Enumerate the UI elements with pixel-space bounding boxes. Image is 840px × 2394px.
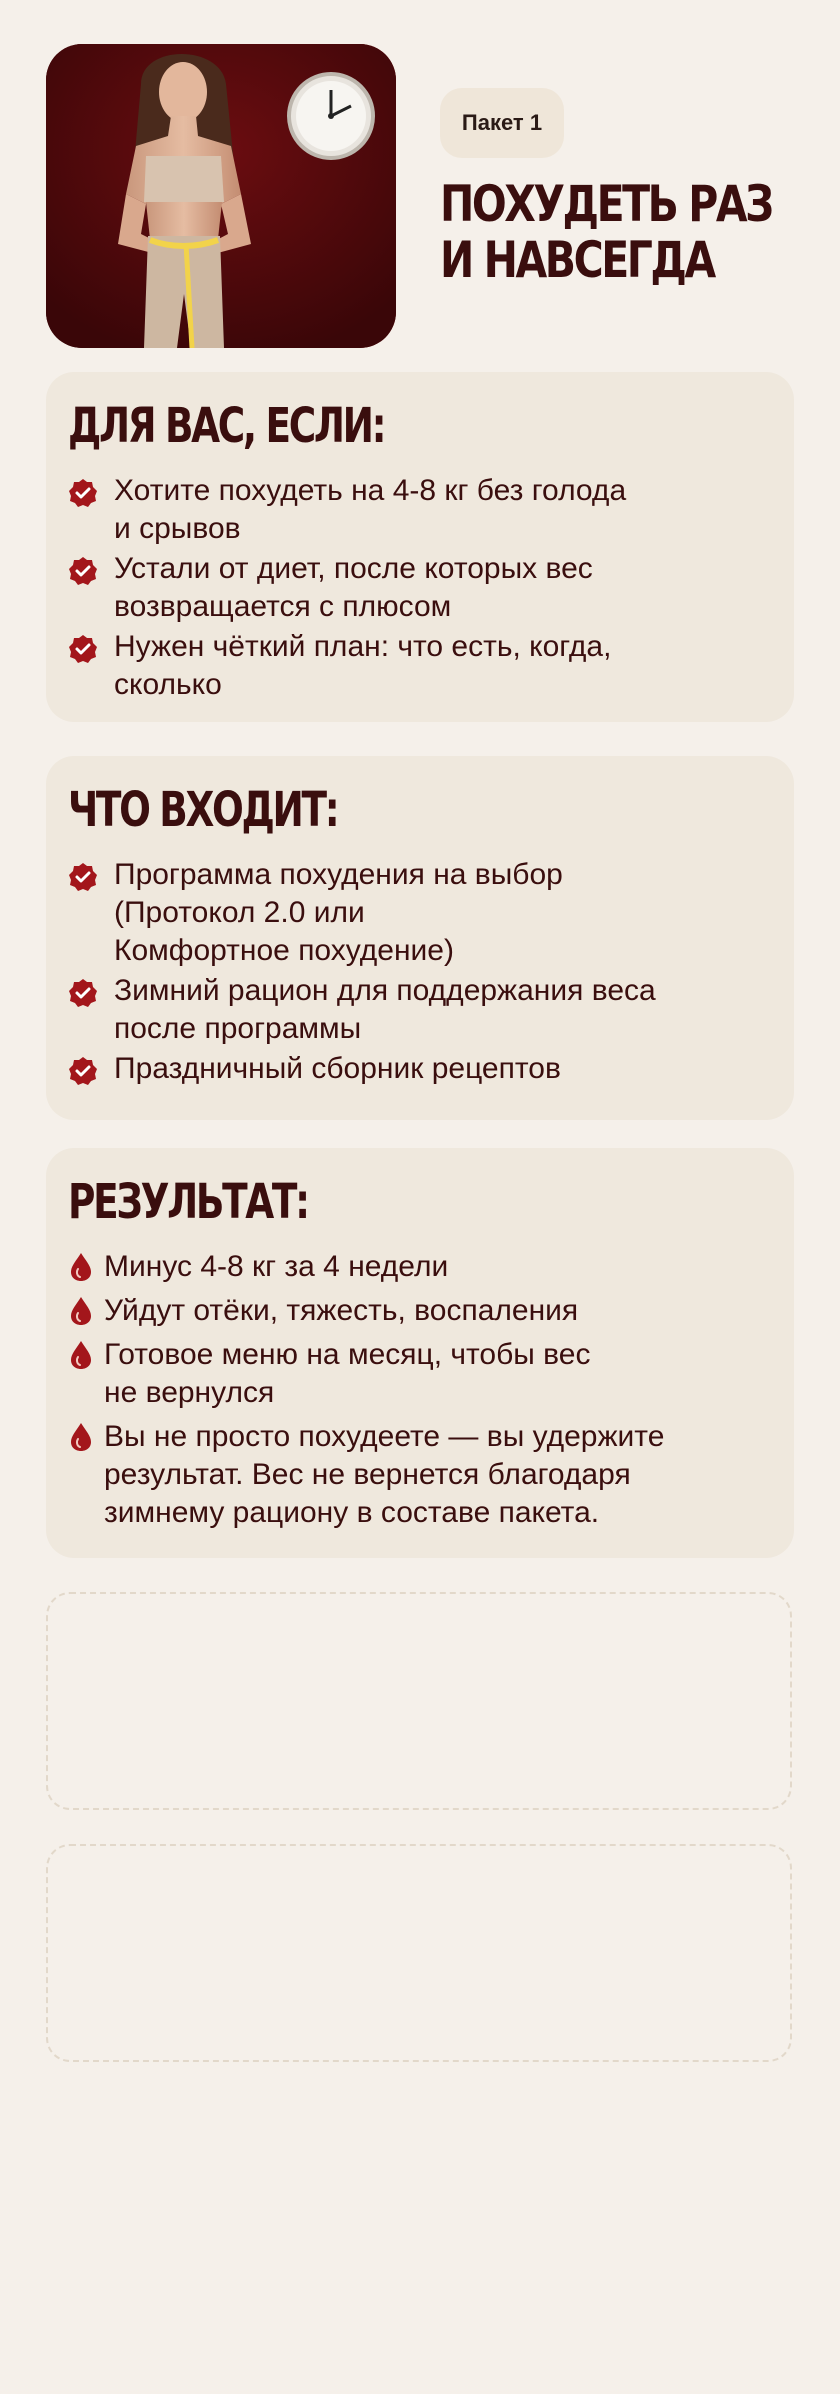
page-title: ПОХУДЕТЬ РАЗ И НАВСЕГДА	[440, 175, 772, 289]
includes-card	[46, 756, 794, 1120]
list-item: Зимний рацион для поддержания веса после программы	[68, 972, 788, 1048]
list-item: Вы не просто похудеете — вы удержите результат. Вес не вернется благодаря зимнему рациону в составе пакета.	[68, 1418, 788, 1532]
package-badge: Пакет 1	[440, 88, 564, 158]
drop-icon	[70, 1252, 92, 1282]
list-item: Устали от диет, после которых вес возвращается с плюсом	[68, 550, 788, 626]
list-item: Готовое меню на месяц, чтобы вес не вернулся	[68, 1336, 788, 1412]
check-badge-icon	[68, 556, 98, 586]
result-card	[46, 1148, 794, 1558]
clock-icon	[289, 74, 373, 158]
list-item: Нужен чёткий план: что есть, когда, сколько	[68, 628, 788, 704]
list-item: Хотите похудеть на 4-8 кг без голода и срывов	[68, 472, 788, 548]
empty-placeholder	[46, 1592, 792, 1810]
drop-icon	[70, 1422, 92, 1452]
check-badge-icon	[68, 1056, 98, 1086]
check-badge-icon	[68, 978, 98, 1008]
check-badge-icon	[68, 862, 98, 892]
drop-icon	[70, 1340, 92, 1370]
result-list	[68, 1248, 788, 1538]
empty-placeholder	[46, 1844, 792, 2062]
for-you-card	[46, 372, 794, 722]
woman-with-measuring-tape-illustration	[46, 44, 396, 348]
includes-title: ЧТО ВХОДИТ:	[68, 782, 338, 838]
list-item: Программа похудения на выбор (Протокол 2.0 или Комфортное похудение)	[68, 856, 788, 970]
for-you-title: ДЛЯ ВАС, ЕСЛИ:	[68, 398, 385, 454]
hero-image	[46, 44, 396, 348]
includes-list	[68, 856, 788, 1090]
list-item: Уйдут отёки, тяжесть, воспаления	[68, 1292, 788, 1330]
check-badge-icon	[68, 634, 98, 664]
result-title: РЕЗУЛЬТАТ:	[68, 1174, 308, 1230]
check-badge-icon	[68, 478, 98, 508]
list-item: Праздничный сборник рецептов	[68, 1050, 788, 1088]
list-item: Минус 4-8 кг за 4 недели	[68, 1248, 788, 1286]
drop-icon	[70, 1296, 92, 1326]
for-you-list	[68, 472, 788, 706]
